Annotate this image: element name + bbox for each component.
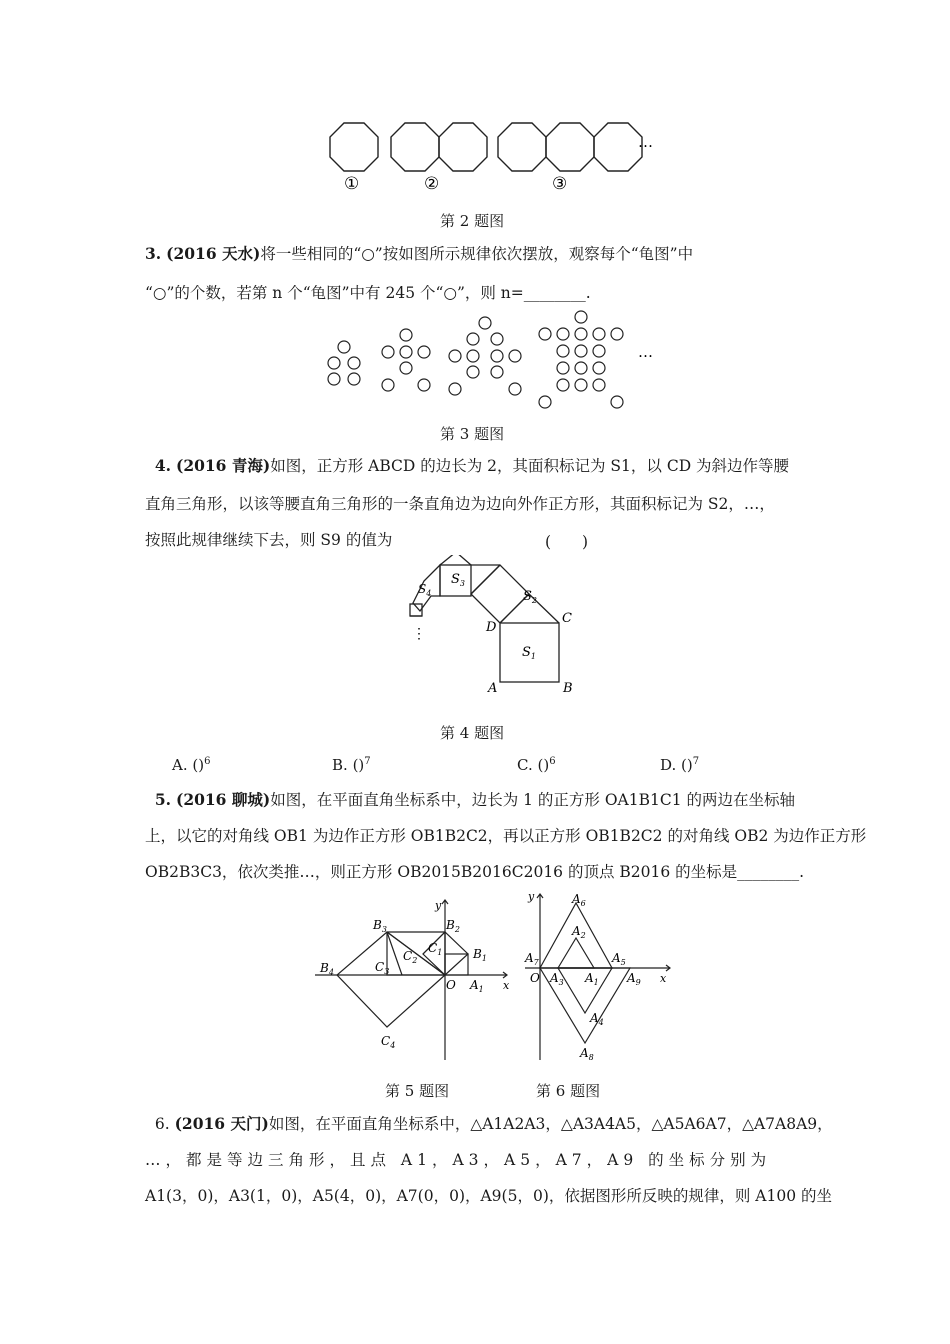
fig6-caption: 第 6 题图: [536, 1082, 601, 1100]
svg-text:B: B: [563, 681, 573, 696]
svg-text:S4: $S_4$: [418, 582, 432, 598]
q5-text1: 如图，在平面直角坐标系中，边长为 1 的正方形 OA1B1C1 的两边在坐标轴: [270, 791, 796, 809]
svg-text:⋮: ⋮: [412, 626, 426, 642]
octagon: [439, 123, 487, 171]
fig2-label-3: ③: [552, 174, 568, 194]
q4-option-d: D. ()$^7$: [660, 756, 700, 774]
q3-number: 3.: [145, 244, 162, 263]
svg-text:A6: $A_6$: [572, 892, 586, 908]
fig3-ellipsis: …: [638, 343, 653, 361]
svg-text:D: D: [486, 620, 497, 635]
svg-text:A7: $A_7$: [525, 951, 539, 967]
q4-source: (2016 青海): [175, 456, 271, 475]
svg-text:B1: $B_1$: [473, 947, 487, 963]
figure-4-squares: [400, 555, 590, 700]
svg-text:B3: $B_3$: [373, 918, 387, 934]
fig2-label-1: ①: [344, 174, 360, 194]
svg-text:A: A: [488, 681, 498, 696]
q5-line2: 上，以它的对角线 OB1 为边作正方形 OB1B2C2，再以正方形 OB1B2C2 的对角线 OB2 为边作正方形: [145, 827, 867, 845]
figure-3-turtles: [320, 305, 660, 410]
q6-source: (2016 天门): [174, 1114, 269, 1133]
q4-number: 4.: [154, 456, 172, 475]
svg-text:A5: $A_5$: [612, 951, 626, 967]
svg-text:B2: $B_2$: [446, 918, 460, 934]
svg-text:A1: $A_1$: [470, 978, 484, 994]
q4-line2: 直角三角形，以该等腰直角三角形的一条直角边为边向外作正方形，其面积标记为 S2，…，: [145, 495, 775, 513]
svg-text:A2: $A_2$: [572, 924, 586, 940]
octagon: [391, 123, 439, 171]
svg-text:C1: $C_1$: [428, 941, 443, 957]
figure-6-triangles: [520, 890, 680, 1065]
svg-text:C3: $C_3$: [375, 960, 390, 976]
q4-option-a: A. ()$^6$: [172, 756, 211, 774]
svg-text:A3: $A_3$: [550, 971, 564, 987]
q5-line3: OB2B3C3，依次类推…，则正方形 OB2015B2016C2016 的顶点 B2016 的坐标是________.: [145, 863, 805, 881]
q4-text1: 如图，正方形 ABCD 的边长为 2，其面积标记为 S1，以 CD 为斜边作等腰: [270, 457, 790, 475]
q4-option-b: B. ()$^7$: [332, 756, 371, 774]
q5-number: 5.: [154, 790, 172, 809]
q6-line1: [145, 1114, 833, 1134]
octagon: [330, 123, 378, 171]
svg-text:A8: $A_8$: [580, 1046, 594, 1062]
q3-text1: 将一些相同的“○”按如图所示规律依次摆放，观察每个“龟图”中: [260, 245, 694, 263]
q3-line2: “○”的个数，若第 n 个“龟图”中有 245 个“○”，则 n=________.: [145, 284, 591, 302]
octagon: [546, 123, 594, 171]
svg-text:y: y: [528, 890, 535, 903]
figure-2-octagons: [320, 115, 660, 195]
q5-line1: [145, 790, 810, 810]
svg-text:A4: $A_4$: [590, 1011, 604, 1027]
q4-option-c: C. ()$^6$: [517, 756, 556, 774]
fig2-label-2: ②: [424, 174, 440, 194]
svg-text:y: y: [435, 899, 442, 912]
fig2-ellipsis: …: [638, 133, 653, 151]
svg-text:S3: $S_3$: [451, 572, 465, 588]
svg-text:O: O: [446, 978, 456, 992]
fig2-caption: 第 2 题图: [440, 212, 505, 230]
q6-line2: …，都是等边三角形，且点 A1，A3，A5，A7，A9 的坐标分别为: [145, 1151, 772, 1169]
octagon: [594, 123, 642, 171]
q5-source: (2016 聊城): [175, 790, 271, 809]
svg-text:C: C: [562, 611, 572, 626]
q6-text1: 如图，在平面直角坐标系中，△A1A2A3，△A3A4A5，△A5A6A7，△A7A8A9，: [268, 1115, 833, 1133]
q3-line1: [145, 244, 810, 264]
fig4-caption: 第 4 题图: [440, 724, 505, 742]
svg-text:C4: $C_4$: [381, 1034, 396, 1050]
svg-text:A9: $A_9$: [627, 971, 641, 987]
fig5-caption: 第 5 题图: [385, 1082, 450, 1100]
q4-answer-bracket: ( ): [545, 533, 589, 551]
svg-text:B4: $B_4$: [320, 961, 334, 977]
fig3-caption: 第 3 题图: [440, 425, 505, 443]
octagon: [498, 123, 546, 171]
svg-text:O: O: [530, 971, 540, 985]
q6-line3: A1(3，0)，A3(1，0)，A5(4，0)，A7(0，0)，A9(5，0)，依据图形所反映的规律，则 A100 的坐: [145, 1187, 832, 1205]
svg-text:C2: $C_2$: [403, 949, 418, 965]
svg-text:S1: $S_1$: [522, 645, 536, 661]
svg-text:x: x: [503, 979, 510, 992]
svg-text:S2: $S_2$: [523, 589, 537, 605]
q3-source: (2016 天水): [166, 244, 261, 263]
figure-5-squares: [315, 895, 515, 1065]
q6-number: 6.: [154, 1115, 170, 1133]
svg-text:A1: $A_1$: [585, 971, 599, 987]
svg-text:x: x: [660, 972, 667, 985]
q4-line1: [145, 456, 810, 476]
q4-line3: 按照此规律继续下去，则 S9 的值为: [145, 531, 393, 549]
